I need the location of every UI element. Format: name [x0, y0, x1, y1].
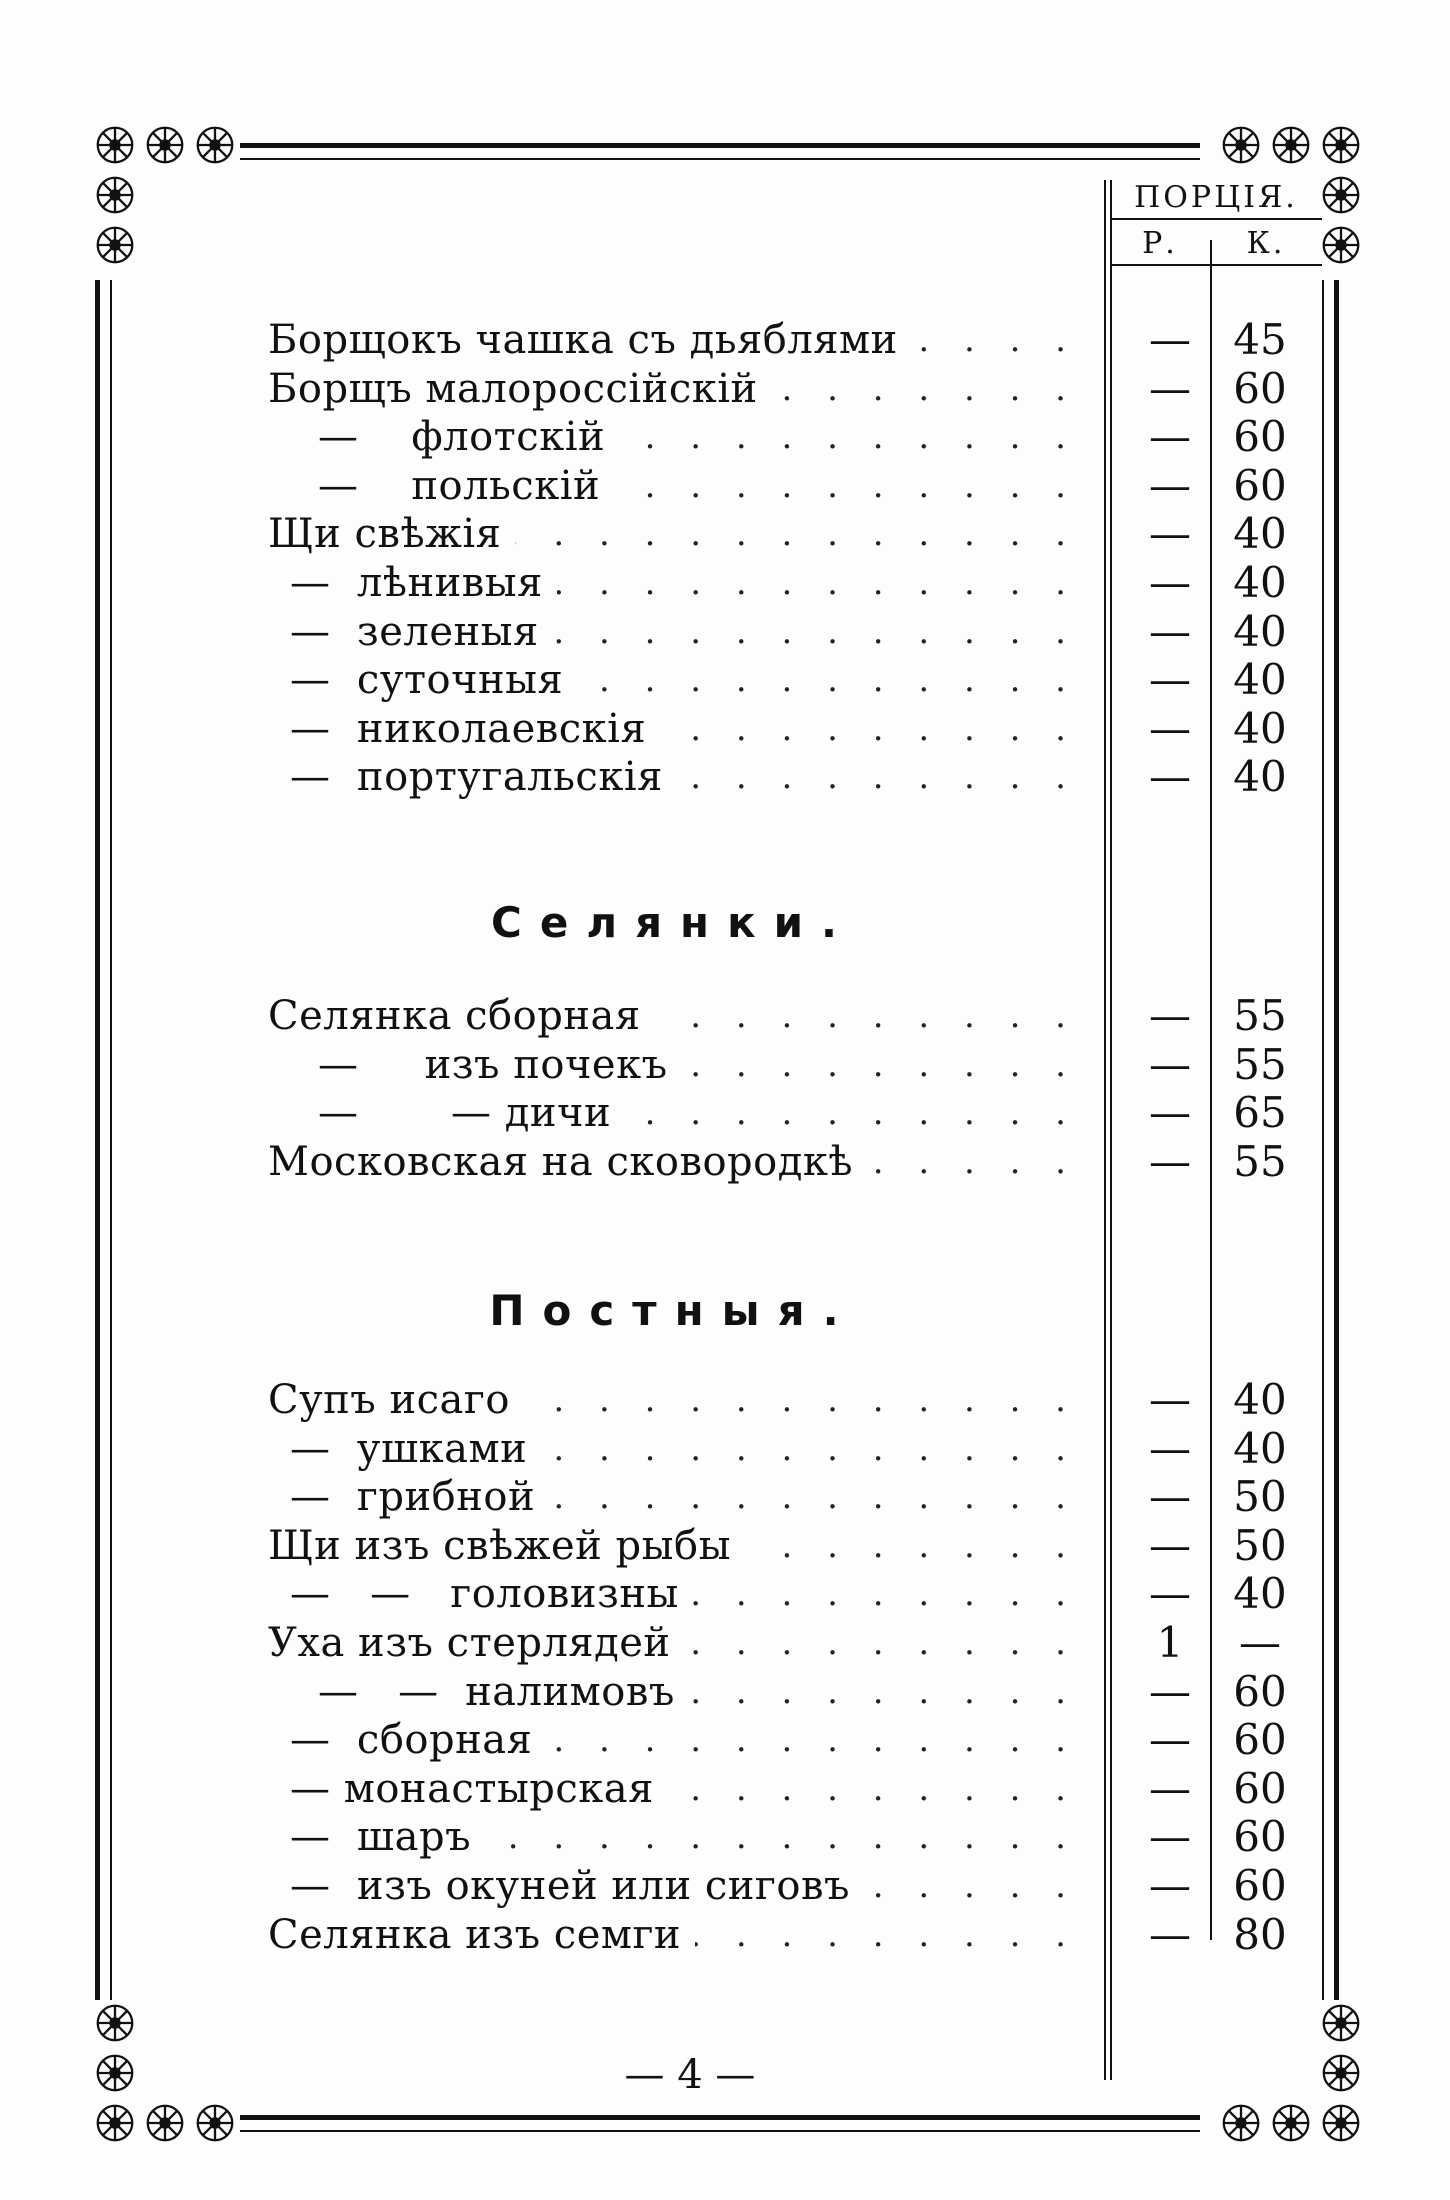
menu-item-label: Борщокъ чашка съ дьяблями: [268, 317, 898, 363]
menu-item: [268, 1668, 1078, 1716]
price-kopecks: —: [1239, 1618, 1281, 1667]
menu-item: [268, 1813, 1078, 1861]
price-kopecks: 50: [1233, 1521, 1287, 1570]
ornament-icon: [192, 122, 238, 168]
price-rubles: —: [1149, 558, 1191, 607]
left-rule-thick: [95, 280, 100, 2000]
menu-item-label: — флотскiй: [318, 414, 606, 460]
ornament-icon: [92, 222, 138, 268]
price-kopecks: 60: [1233, 1667, 1287, 1716]
menu-item: [268, 1619, 1078, 1667]
price-rubles: —: [1149, 1521, 1191, 1570]
menu-item-label: — сборная: [290, 1717, 533, 1763]
ornament-icon: [142, 2100, 188, 2146]
price-kopecks: 55: [1233, 991, 1287, 1040]
price-kopecks: 60: [1233, 1764, 1287, 1813]
menu-item-label: — зеленыя: [290, 609, 539, 655]
leader-dots: [682, 1041, 1078, 1089]
menu-item-label: — ушками: [290, 1426, 528, 1472]
menu-item-label: — изъ почекъ: [318, 1042, 668, 1088]
leader-dots: [668, 1765, 1078, 1813]
price-kopecks: 40: [1233, 607, 1287, 656]
menu-item-label: — — налимовъ: [318, 1669, 675, 1715]
price-rubles: —: [1149, 1375, 1191, 1424]
leader-dots: [867, 1138, 1078, 1186]
leader-dots: [685, 1619, 1078, 1667]
leader-dots: [695, 1911, 1078, 1959]
left-rule-thin: [110, 280, 112, 2000]
menu-item-label: — николаевскiя: [290, 706, 647, 752]
menu-item: [268, 1862, 1078, 1910]
leader-dots: [614, 462, 1078, 510]
leader-dots: [549, 1473, 1078, 1521]
menu-item-label: Уха изъ стерлядей: [268, 1620, 671, 1666]
menu-item-label: — — дичи: [318, 1090, 612, 1136]
leader-dots: [655, 992, 1078, 1040]
leader-dots: [557, 559, 1078, 607]
ornament-icon: [1268, 2100, 1314, 2146]
price-rubles: —: [1149, 607, 1191, 656]
menu-item: [268, 608, 1078, 656]
leader-dots: [485, 1813, 1078, 1861]
leader-dots: [553, 608, 1078, 656]
price-kopecks: 45: [1233, 315, 1287, 364]
price-rubles: —: [1149, 1472, 1191, 1521]
section-title: Постныя.: [489, 1286, 857, 1335]
menu-item: [268, 1425, 1078, 1473]
ornament-icon: [1318, 122, 1364, 168]
ornament-icon: [1218, 122, 1264, 168]
leader-dots: [515, 510, 1078, 558]
menu-item: [268, 1716, 1078, 1764]
leader-dots: [660, 705, 1078, 753]
ornament-icon: [1318, 2000, 1364, 2046]
menu-item-label: Супъ исаго: [268, 1377, 510, 1423]
menu-item-label: — суточныя: [290, 657, 564, 703]
price-kopecks: 40: [1233, 752, 1287, 801]
ornament-icon: [92, 172, 138, 218]
right-rule-thick: [1334, 280, 1339, 2000]
menu-item-label: Селянка сборная: [268, 993, 641, 1039]
price-kopecks: 40: [1233, 1424, 1287, 1473]
price-rubles: —: [1149, 1569, 1191, 1618]
menu-item: [268, 1376, 1078, 1424]
ornament-icon: [92, 122, 138, 168]
menu-item: [268, 1041, 1078, 1089]
menu-item-label: Московская на сковородкѣ: [268, 1139, 853, 1185]
ornament-icon: [1318, 172, 1364, 218]
price-rubles: —: [1149, 1040, 1191, 1089]
menu-item-label: Щи свѣжiя: [268, 511, 502, 557]
price-kopecks: 40: [1233, 1375, 1287, 1424]
price-rubles: —: [1149, 752, 1191, 801]
price-rubles: —: [1149, 1812, 1191, 1861]
leader-dots: [693, 1570, 1078, 1618]
menu-item: [268, 559, 1078, 607]
page-number: — 4 —: [624, 2052, 756, 2098]
ornament-icon: [92, 2100, 138, 2146]
price-kopecks: 60: [1233, 364, 1287, 413]
menu-item: [268, 413, 1078, 461]
menu-item: [268, 1522, 1078, 1570]
price-kopecks: 60: [1233, 461, 1287, 510]
price-kopecks: 65: [1233, 1088, 1287, 1137]
price-rubles: —: [1149, 1861, 1191, 1910]
price-kopecks: 55: [1233, 1040, 1287, 1089]
right-rule-thin: [1322, 280, 1324, 2000]
kop-header: К.: [1246, 226, 1286, 261]
price-rubles: —: [1149, 315, 1191, 364]
bottom-rule-thick: [240, 2115, 1200, 2120]
menu-item-label: Щи изъ свѣжей рыбы: [268, 1523, 731, 1569]
price-kopecks: 60: [1233, 412, 1287, 461]
price-kopecks: 60: [1233, 1861, 1287, 1910]
price-kopecks: 40: [1233, 704, 1287, 753]
menu-item: [268, 1765, 1078, 1813]
ornament-icon: [1318, 222, 1364, 268]
price-rubles: —: [1149, 364, 1191, 413]
price-rubles: —: [1149, 704, 1191, 753]
menu-item: [268, 705, 1078, 753]
leader-dots: [864, 1862, 1078, 1910]
portion-header: ПОРЦIЯ.: [1134, 180, 1298, 215]
menu-item-label: — португальскiя: [290, 754, 663, 800]
price-rubles: —: [1149, 1424, 1191, 1473]
menu-item: [268, 316, 1078, 364]
header-underline-2: [1110, 264, 1322, 266]
menu-item: [268, 753, 1078, 801]
menu-item-label: Селянка изъ семги: [268, 1912, 682, 1958]
leader-dots: [772, 365, 1078, 413]
price-kopecks: 40: [1233, 1569, 1287, 1618]
top-rule-thin: [240, 158, 1200, 160]
ornament-icon: [92, 2050, 138, 2096]
menu-item-label: — изъ окуней или сиговъ: [290, 1863, 850, 1909]
ornament-icon: [192, 2100, 238, 2146]
ornament-icon: [92, 2000, 138, 2046]
menu-item-label: — грибной: [290, 1474, 536, 1520]
menu-item: [268, 1911, 1078, 1959]
price-rubles: 1: [1156, 1618, 1184, 1667]
leader-dots: [625, 1089, 1078, 1137]
header-underline: [1110, 218, 1322, 220]
price-rubles: —: [1149, 1910, 1191, 1959]
price-rubles: —: [1149, 412, 1191, 461]
price-kopecks: 40: [1233, 558, 1287, 607]
bottom-rule-thin: [240, 2130, 1200, 2132]
menu-item: [268, 1473, 1078, 1521]
menu-item-label: Борщъ малороссiйскiй: [268, 366, 758, 412]
menu-item: [268, 1570, 1078, 1618]
ornament-icon: [1318, 2100, 1364, 2146]
leader-dots: [524, 1376, 1078, 1424]
price-rubles: —: [1149, 1137, 1191, 1186]
price-rubles: —: [1149, 1715, 1191, 1764]
leader-dots: [677, 753, 1078, 801]
price-rubles: —: [1149, 991, 1191, 1040]
leader-dots: [689, 1668, 1078, 1716]
price-kopecks: 40: [1233, 655, 1287, 704]
top-rule-thick: [240, 143, 1200, 148]
price-rubles: —: [1149, 509, 1191, 558]
ornament-icon: [1218, 2100, 1264, 2146]
menu-item-label: — — головизны: [290, 1571, 679, 1617]
rub-header: Р.: [1142, 226, 1178, 261]
leader-dots: [546, 1716, 1078, 1764]
price-kopecks: 60: [1233, 1715, 1287, 1764]
menu-item: [268, 656, 1078, 704]
price-kopecks: 60: [1233, 1812, 1287, 1861]
leader-dots: [912, 316, 1078, 364]
menu-item: [268, 510, 1078, 558]
price-kopecks: 55: [1233, 1137, 1287, 1186]
price-kopecks: 80: [1233, 1910, 1287, 1959]
price-rubles: —: [1149, 1667, 1191, 1716]
leader-dots: [745, 1522, 1078, 1570]
menu-item: [268, 992, 1078, 1040]
leader-dots: [619, 413, 1078, 461]
menu-item-label: — монастырская: [290, 1766, 654, 1812]
price-rubles: —: [1149, 461, 1191, 510]
menu-item-label: — шаръ: [290, 1814, 472, 1860]
menu-item: [268, 1138, 1078, 1186]
menu-item-label: — польскiй: [318, 463, 601, 509]
price-rubles: —: [1149, 655, 1191, 704]
leader-dots: [541, 1425, 1078, 1473]
price-column-divider-left: [1104, 180, 1106, 2080]
ornament-icon: [142, 122, 188, 168]
price-kopecks: 40: [1233, 509, 1287, 558]
menu-item: [268, 462, 1078, 510]
menu-item: [268, 365, 1078, 413]
price-rubles: —: [1149, 1764, 1191, 1813]
price-rubles: —: [1149, 1088, 1191, 1137]
ornament-icon: [1268, 122, 1314, 168]
section-title: Селянки.: [491, 898, 855, 947]
menu-item-label: — лѣнивыя: [290, 560, 543, 606]
ornament-icon: [1318, 2050, 1364, 2096]
leader-dots: [577, 656, 1078, 704]
menu-item: [268, 1089, 1078, 1137]
price-kopecks: 50: [1233, 1472, 1287, 1521]
